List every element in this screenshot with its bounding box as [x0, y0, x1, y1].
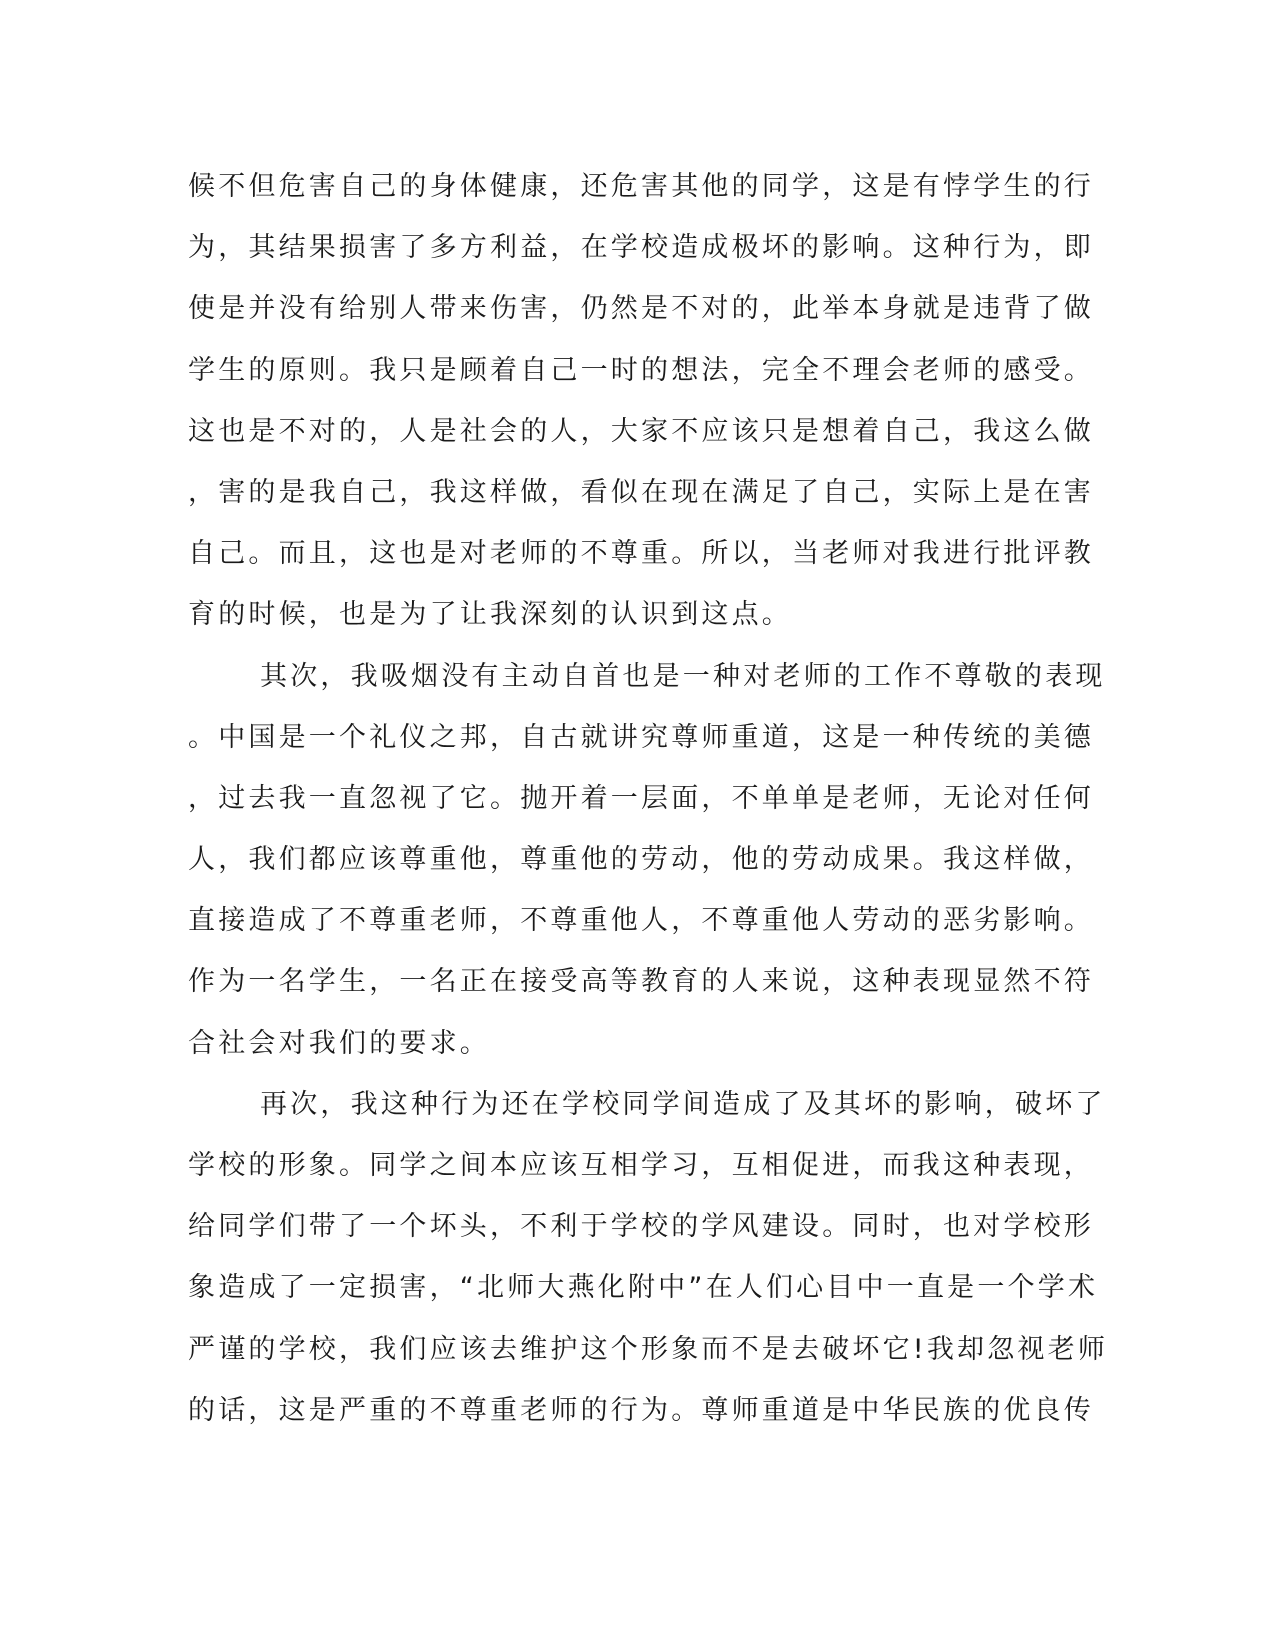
text-line: 给同学们带了一个坏头，不利于学校的学风建设。同时，也对学校形: [188, 1211, 1094, 1243]
paragraph-start-line: 再次，我这种行为还在学校同学间造成了及其坏的影响，破坏了: [260, 1088, 1106, 1120]
text-line: 象造成了一定损害，“北师大燕化附中”在人们心目中一直是一个学术: [188, 1272, 1099, 1304]
text-line: 学生的原则。我只是顾着自己一时的想法，完全不理会老师的感受。: [188, 354, 1094, 386]
text-line: 为，其结果损害了多方利益，在学校造成极坏的影响。这种行为，即: [188, 232, 1094, 264]
text-line: 直接造成了不尊重老师，不尊重他人，不尊重他人劳动的恶劣影响。: [188, 905, 1094, 937]
text-line: 这也是不对的，人是社会的人，大家不应该只是想着自己，我这么做: [188, 415, 1094, 447]
text-line: 候不但危害自己的身体健康，还危害其他的同学，这是有悖学生的行: [188, 171, 1094, 202]
text-line: 的话，这是严重的不尊重老师的行为。尊师重道是中华民族的优良传: [188, 1394, 1094, 1426]
body-text: [188, 156, 1109, 1441]
text-line: 。中国是一个礼仪之邦，自古就讲究尊师重道，这是一种传统的美德: [188, 721, 1094, 753]
text-line: 人，我们都应该尊重他，尊重他的劳动，他的劳动成果。我这样做，: [188, 844, 1094, 876]
text-line: ，过去我一直忽视了它。抛开着一层面，不单单是老师，无论对任何: [188, 782, 1094, 814]
text-line: 自己。而且，这也是对老师的不尊重。所以，当老师对我进行批评教: [188, 538, 1094, 570]
text-line: 作为一名学生，一名正在接受高等教育的人来说，这种表现显然不符: [188, 966, 1094, 998]
text-line: 使是并没有给别人带来伤害，仍然是不对的，此举本身就是违背了做: [188, 293, 1094, 325]
text-line: 育的时候，也是为了让我深刻的认识到这点。: [188, 599, 792, 631]
text-line: 合社会对我们的要求。: [188, 1027, 490, 1059]
text-line: 严谨的学校，我们应该去维护这个形象而不是去破坏它!我却忽视老师: [188, 1333, 1109, 1365]
text-line: 学校的形象。同学之间本应该互相学习，互相促进，而我这种表现，: [188, 1150, 1094, 1181]
paragraph-start-line: 其次，我吸烟没有主动自首也是一种对老师的工作不尊敬的表现: [260, 660, 1106, 692]
text-line: ，害的是我自己，我这样做，看似在现在满足了自己，实际上是在害: [188, 476, 1094, 508]
